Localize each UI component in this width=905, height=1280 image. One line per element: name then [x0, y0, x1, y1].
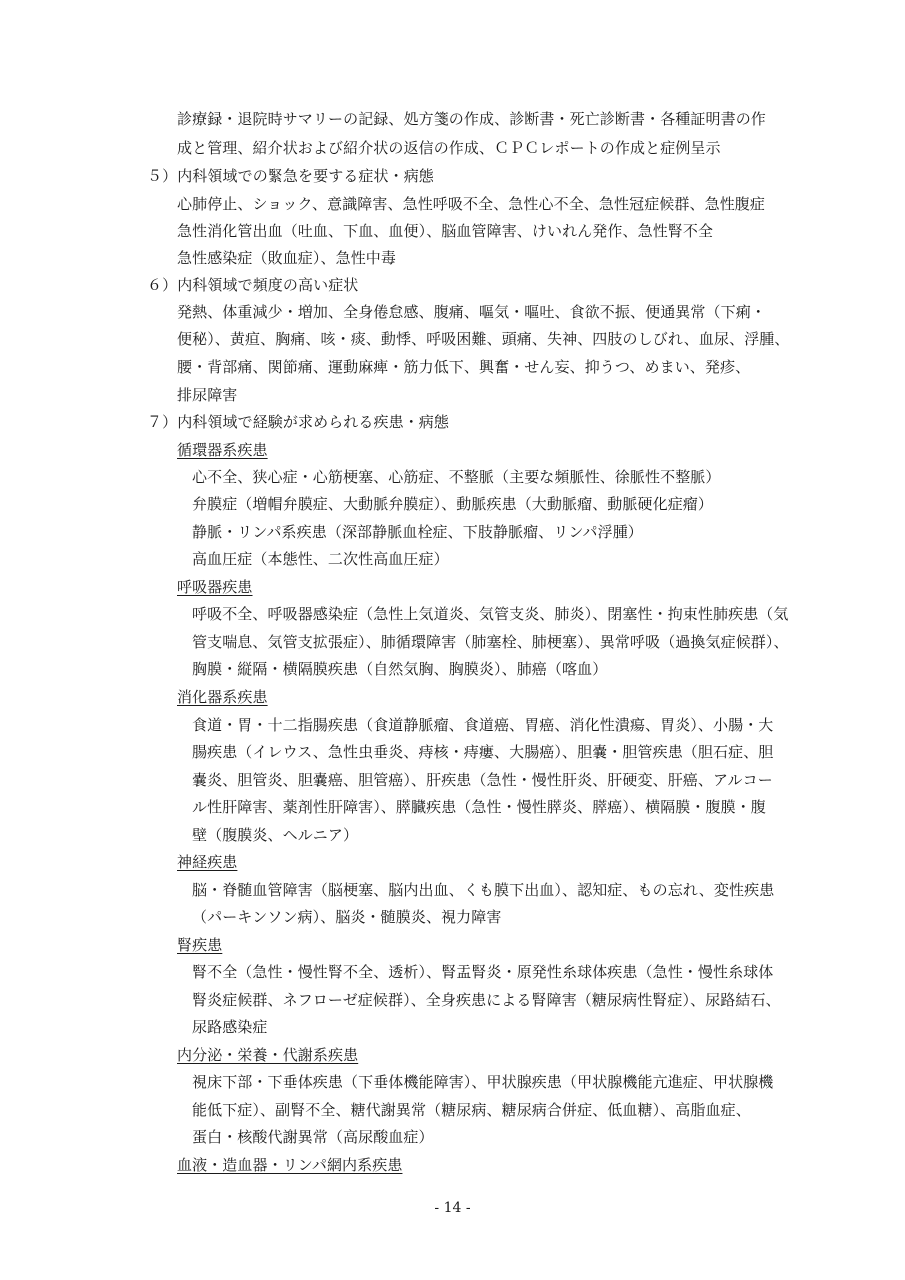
text-line: 視床下部・下垂体疾患（下垂体機能障害）、甲状腺疾患（甲状腺機能亢進症、甲状腺機 [192, 1073, 774, 1091]
category-heading: 消化器系疾患 [177, 688, 268, 706]
section-heading-5: ５）内科領域での緊急を要する症状・病態 [147, 167, 434, 185]
text-line: 腎炎症候群、ネフローゼ症候群）、全身疾患による腎障害（糖尿病性腎症）、尿路結石、 [192, 991, 781, 1009]
text-line: 腎不全（急性・慢性腎不全、透析）、腎盂腎炎・原発性糸球体疾患（急性・慢性糸球体 [192, 963, 774, 981]
text-line: 弁膜症（増帽弁膜症、大動脈弁膜症）、動脈疾患（大動脈瘤、動脈硬化症瘤） [192, 495, 714, 513]
text-line: 壁（腹膜炎、ヘルニア） [192, 826, 359, 844]
category-heading: 血液・造血器・リンパ網内系疾患 [177, 1156, 403, 1174]
section-heading-6: ６）内科領域で頻度の高い症状 [147, 276, 359, 294]
text-line: 尿路感染症 [192, 1018, 268, 1036]
text-line: 急性感染症（敗血症）、急性中毒 [177, 249, 397, 267]
text-line: 食道・胃・十二指腸疾患（食道静脈瘤、食道癌、胃癌、消化性潰瘍、胃炎）、小腸・大 [192, 716, 774, 734]
text-line: 腰・背部痛、関節痛、運動麻痺・筋力低下、興奮・せん妄、抑うつ、めまい、発疹、 [177, 358, 751, 376]
text-line: 呼吸不全、呼吸器感染症（急性上気道炎、気管支炎、肺炎）、閉塞性・拘束性肺疾患（気 [192, 605, 789, 623]
text-line: ル性肝障害、薬剤性肝障害）、膵臓疾患（急性・慢性膵炎、膵癌）、横隔膜・腹膜・腹 [192, 798, 766, 816]
text-line: 成と管理、紹介状および紹介状の返信の作成、ＣＰＣレポートの作成と症例呈示 [177, 139, 721, 157]
text-line: 診療録・退院時サマリーの記録、処方箋の作成、診断書・死亡診断書・各種証明書の作 [177, 110, 766, 128]
text-line: （パーキンソン病）、脳炎・髄膜炎、視力障害 [192, 908, 502, 926]
text-line: 嚢炎、胆管炎、胆嚢癌、胆管癌）、肝疾患（急性・慢性肝炎、肝硬変、肝癌、アルコー [192, 771, 773, 789]
section-heading-7: ７）内科領域で経験が求められる疾患・病態 [147, 413, 450, 431]
text-line: 管支喘息、気管支拡張症）、肺循環障害（肺塞栓、肺梗塞）、異常呼吸（過換気症候群）、 [192, 633, 789, 651]
page-number: - 14 - [434, 1200, 471, 1216]
text-line: 心不全、狭心症・心筋梗塞、心筋症、不整脈（主要な頻脈性、徐脈性不整脈） [192, 468, 721, 486]
category-heading: 循環器系疾患 [177, 441, 268, 459]
category-heading: 内分泌・栄養・代謝系疾患 [177, 1046, 359, 1064]
category-heading: 神経疾患 [177, 853, 238, 871]
category-heading: 腎疾患 [177, 936, 223, 954]
category-heading: 呼吸器疾患 [177, 578, 253, 596]
text-line: 静脈・リンパ系疾患（深部静脈血栓症、下肢静脈瘤、リンパ浮腫） [192, 523, 643, 541]
text-line: 急性消化管出血（吐血、下血、血便）、脳血管障害、けいれん発作、急性腎不全 [177, 222, 714, 240]
text-line: 排尿障害 [177, 386, 238, 404]
text-line: 発熱、体重減少・増加、全身倦怠感、腹痛、嘔気・嘔吐、食欲不振、便通異常（下痢・ [177, 303, 766, 321]
text-line: 心肺停止、ショック、意識障害、急性呼吸不全、急性心不全、急性冠症候群、急性腹症 [177, 195, 766, 213]
text-line: 脳・脊髄血管障害（脳梗塞、脳内出血、くも膜下出血）、認知症、もの忘れ、変性疾患 [192, 881, 775, 899]
text-line: 能低下症）、副腎不全、糖代謝異常（糖尿病、糖尿病合併症、低血糖）、高脂血症、 [192, 1101, 751, 1119]
text-line: 蛋白・核酸代謝異常（高尿酸血症） [192, 1128, 434, 1146]
text-line: 便秘）、黄疸、胸痛、咳・痰、動悸、呼吸困難、頭痛、失神、四肢のしびれ、血尿、浮腫、 [177, 330, 790, 348]
text-line: 胸膜・縦隔・横隔膜疾患（自然気胸、胸膜炎）、肺癌（喀血） [192, 660, 608, 678]
text-line: 腸疾患（イレウス、急性虫垂炎、痔核・痔瘻、大腸癌）、胆嚢・胆管疾患（胆石症、胆 [192, 743, 774, 761]
text-line: 高血圧症（本態性、二次性高血圧症） [192, 550, 449, 568]
